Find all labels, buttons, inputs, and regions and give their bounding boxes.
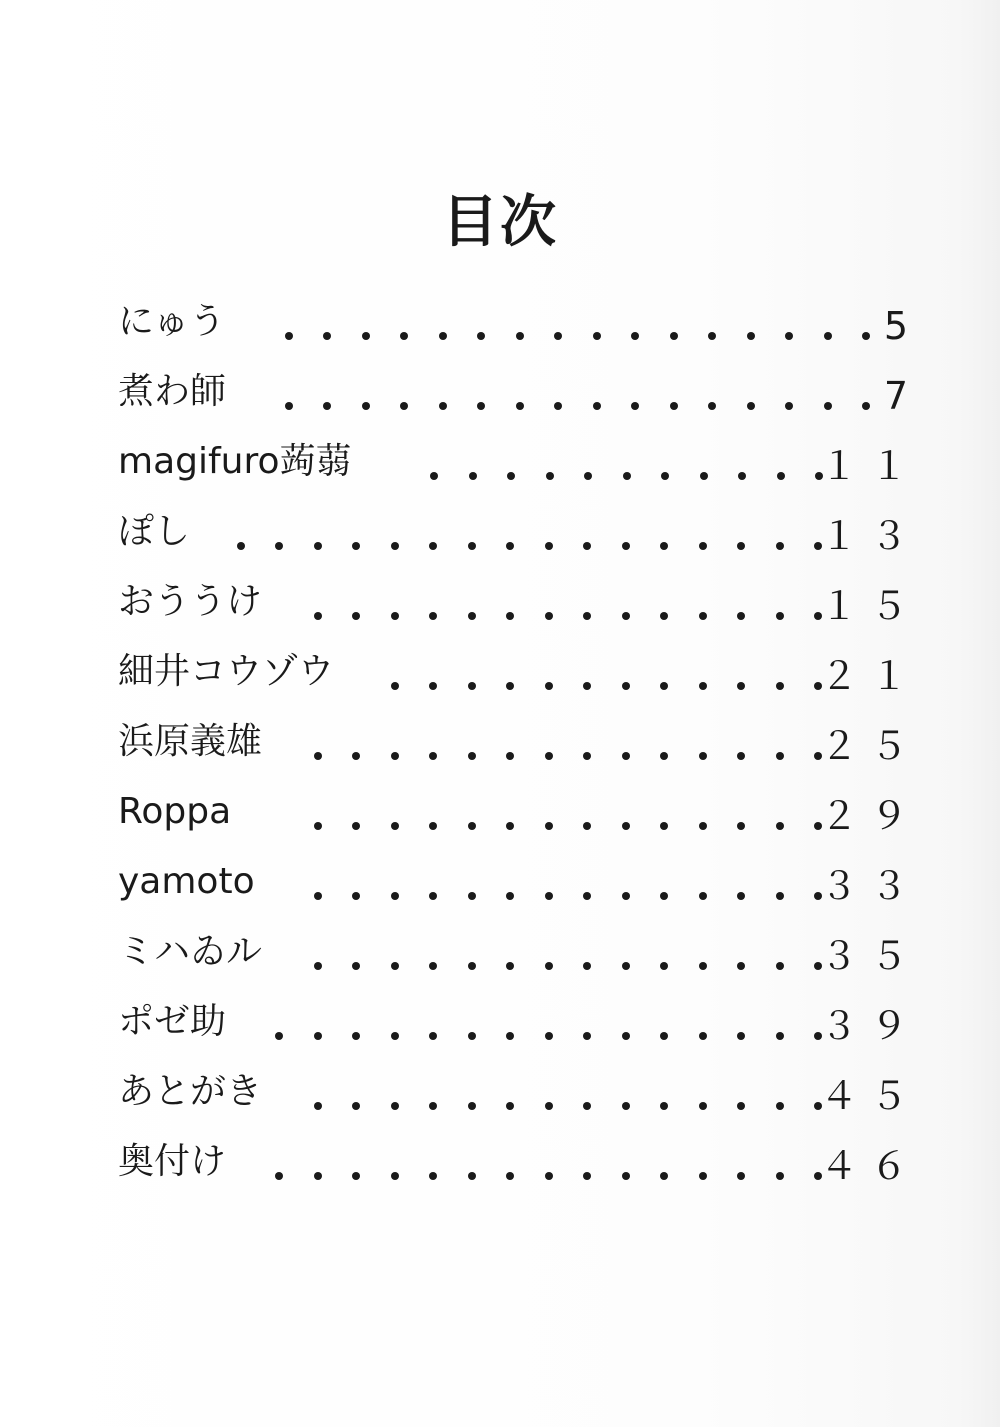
toc-entry-page: ３９ <box>819 1004 920 1048</box>
toc-entry-name: にゅう <box>118 301 226 342</box>
leader-dot <box>429 1172 437 1180</box>
dot-leader <box>268 402 870 410</box>
toc-entry <box>118 436 920 506</box>
page-title: 目次 <box>442 190 558 255</box>
leader-dot <box>824 402 832 410</box>
dot-leader <box>264 1032 822 1040</box>
leader-dot <box>738 472 746 480</box>
leader-dot <box>699 612 707 620</box>
leader-dot <box>737 542 745 550</box>
leader-dot <box>776 542 784 550</box>
leader-dot <box>391 542 399 550</box>
leader-dot <box>737 1032 745 1040</box>
leader-dot <box>583 892 591 900</box>
leader-dot <box>362 402 370 410</box>
toc-entry <box>118 646 920 716</box>
dot-leader <box>268 332 870 340</box>
leader-dot <box>545 1102 553 1110</box>
leader-dot <box>545 1032 553 1040</box>
toc-entry <box>118 1136 920 1206</box>
leader-dot <box>391 752 399 760</box>
leader-dot <box>506 822 514 830</box>
leader-dot <box>314 542 322 550</box>
leader-dot <box>699 892 707 900</box>
leader-dot <box>314 1172 322 1180</box>
leader-dot <box>583 612 591 620</box>
leader-dot <box>622 892 630 900</box>
toc-entry <box>118 926 920 996</box>
dot-leader <box>304 962 822 970</box>
leader-dot <box>468 542 476 550</box>
leader-dot <box>545 962 553 970</box>
leader-dot <box>391 892 399 900</box>
leader-dot <box>660 822 668 830</box>
leader-dot <box>737 612 745 620</box>
leader-dot <box>468 962 476 970</box>
leader-dot <box>275 1172 283 1180</box>
dot-leader <box>304 1102 822 1110</box>
toc-entry-page: ４５ <box>819 1074 920 1118</box>
leader-dot <box>584 472 592 480</box>
toc-entry-page: １３ <box>819 514 920 558</box>
leader-dot <box>785 332 793 340</box>
leader-dot <box>314 822 322 830</box>
leader-dot <box>352 962 360 970</box>
leader-dot <box>699 752 707 760</box>
leader-dot <box>661 472 669 480</box>
leader-dot <box>622 1172 630 1180</box>
leader-dot <box>862 402 870 410</box>
leader-dot <box>314 1032 322 1040</box>
toc-entry-name: 奥付け <box>118 1141 227 1182</box>
toc-entry-name: 浜原義雄 <box>118 721 263 762</box>
toc-entry <box>118 296 920 366</box>
leader-dot <box>708 402 716 410</box>
leader-dot <box>660 542 668 550</box>
leader-dot <box>708 332 716 340</box>
leader-dot <box>352 1102 360 1110</box>
dot-leader <box>310 612 822 620</box>
leader-dot <box>352 892 360 900</box>
leader-dot <box>776 1102 784 1110</box>
leader-dot <box>545 542 553 550</box>
leader-dot <box>468 612 476 620</box>
toc-entry-page: ２５ <box>819 724 920 768</box>
leader-dot <box>737 892 745 900</box>
leader-dot <box>400 332 408 340</box>
toc-entry-page: ３３ <box>819 864 920 908</box>
leader-dot <box>737 682 745 690</box>
leader-dot <box>323 332 331 340</box>
leader-dot <box>776 682 784 690</box>
leader-dot <box>700 472 708 480</box>
leader-dot <box>622 962 630 970</box>
leader-dot <box>546 472 554 480</box>
toc-entry-name: おううけ <box>118 581 263 622</box>
leader-dot <box>583 682 591 690</box>
leader-dot <box>660 1102 668 1110</box>
leader-dot <box>477 402 485 410</box>
leader-dot <box>275 542 283 550</box>
leader-dot <box>737 1102 745 1110</box>
leader-dot <box>545 682 553 690</box>
leader-dot <box>737 752 745 760</box>
leader-dot <box>516 332 524 340</box>
leader-dot <box>429 962 437 970</box>
leader-dot <box>776 1032 784 1040</box>
leader-dot <box>776 892 784 900</box>
dot-leader <box>308 752 822 760</box>
leader-dot <box>314 892 322 900</box>
leader-dot <box>660 962 668 970</box>
leader-dot <box>391 962 399 970</box>
leader-dot <box>554 402 562 410</box>
dot-leader <box>304 892 822 900</box>
leader-dot <box>545 612 553 620</box>
leader-dot <box>506 612 514 620</box>
toc-entry <box>118 1066 920 1136</box>
leader-dot <box>699 822 707 830</box>
leader-dot <box>468 1172 476 1180</box>
leader-dot <box>314 612 322 620</box>
leader-dot <box>285 332 293 340</box>
toc-entry <box>118 716 920 786</box>
toc-entry-page: ３５ <box>819 934 920 978</box>
leader-dot <box>429 1102 437 1110</box>
leader-dot <box>747 332 755 340</box>
leader-dot <box>516 402 524 410</box>
leader-dot <box>670 332 678 340</box>
leader-dot <box>545 752 553 760</box>
leader-dot <box>776 822 784 830</box>
leader-dot <box>352 1172 360 1180</box>
toc-entry-page: １１ <box>819 444 920 488</box>
leader-dot <box>776 962 784 970</box>
leader-dot <box>545 1172 553 1180</box>
leader-dot <box>583 822 591 830</box>
toc-entry-page: １５ <box>819 584 920 628</box>
leader-dot <box>468 752 476 760</box>
leader-dot <box>622 752 630 760</box>
leader-dot <box>314 962 322 970</box>
toc-entry <box>118 786 920 856</box>
leader-dot <box>622 682 630 690</box>
toc-entry-page: 5 <box>883 304 920 348</box>
leader-dot <box>699 1102 707 1110</box>
leader-dot <box>439 402 447 410</box>
leader-dot <box>314 752 322 760</box>
toc-entry-page: ４６ <box>819 1144 920 1188</box>
leader-dot <box>670 402 678 410</box>
leader-dot <box>660 1032 668 1040</box>
leader-dot <box>506 682 514 690</box>
leader-dot <box>622 612 630 620</box>
leader-dot <box>631 402 639 410</box>
leader-dot <box>777 472 785 480</box>
leader-dot <box>352 612 360 620</box>
leader-dot <box>506 1032 514 1040</box>
leader-dot <box>391 682 399 690</box>
leader-dot <box>391 612 399 620</box>
leader-dot <box>477 332 485 340</box>
leader-dot <box>699 682 707 690</box>
toc-entry <box>118 506 920 576</box>
leader-dot <box>583 542 591 550</box>
leader-dot <box>468 892 476 900</box>
toc-entry-page: ２９ <box>819 794 920 838</box>
leader-dot <box>391 1102 399 1110</box>
leader-dot <box>400 402 408 410</box>
leader-dot <box>469 472 477 480</box>
leader-dot <box>506 1172 514 1180</box>
dot-leader <box>428 472 823 480</box>
dot-leader <box>222 542 822 550</box>
leader-dot <box>660 892 668 900</box>
leader-dot <box>660 682 668 690</box>
leader-dot <box>622 1032 630 1040</box>
toc-entry-name: ミハゐル <box>118 931 263 972</box>
leader-dot <box>785 402 793 410</box>
leader-dot <box>506 752 514 760</box>
leader-dot <box>622 1102 630 1110</box>
leader-dot <box>660 752 668 760</box>
leader-dot <box>468 682 476 690</box>
leader-dot <box>545 822 553 830</box>
dot-leader <box>262 1172 822 1180</box>
leader-dot <box>391 822 399 830</box>
leader-dot <box>631 332 639 340</box>
leader-dot <box>429 822 437 830</box>
leader-dot <box>737 962 745 970</box>
leader-dot <box>468 1102 476 1110</box>
leader-dot <box>506 962 514 970</box>
leader-dot <box>737 1172 745 1180</box>
leader-dot <box>660 1172 668 1180</box>
leader-dot <box>237 542 245 550</box>
leader-dot <box>429 892 437 900</box>
leader-dot <box>583 1032 591 1040</box>
toc-entry-name: ポゼ助 <box>118 1001 227 1042</box>
toc-entry-page: 7 <box>883 374 920 418</box>
leader-dot <box>554 332 562 340</box>
leader-dot <box>776 612 784 620</box>
leader-dot <box>583 962 591 970</box>
leader-dot <box>545 892 553 900</box>
leader-dot <box>593 332 601 340</box>
leader-dot <box>468 822 476 830</box>
table-of-contents <box>118 296 920 1206</box>
leader-dot <box>429 542 437 550</box>
leader-dot <box>583 1172 591 1180</box>
leader-dot <box>699 1172 707 1180</box>
leader-dot <box>506 892 514 900</box>
toc-entry <box>118 856 920 926</box>
toc-entry <box>118 366 920 436</box>
dot-leader <box>388 682 822 690</box>
leader-dot <box>323 402 331 410</box>
leader-dot <box>622 822 630 830</box>
leader-dot <box>583 752 591 760</box>
leader-dot <box>362 332 370 340</box>
leader-dot <box>622 542 630 550</box>
leader-dot <box>699 1032 707 1040</box>
leader-dot <box>660 612 668 620</box>
leader-dot <box>275 1032 283 1040</box>
toc-entry-name: 煮わ師 <box>118 371 227 412</box>
leader-dot <box>285 402 293 410</box>
leader-dot <box>699 962 707 970</box>
leader-dot <box>623 472 631 480</box>
leader-dot <box>352 822 360 830</box>
leader-dot <box>352 752 360 760</box>
leader-dot <box>506 1102 514 1110</box>
leader-dot <box>429 752 437 760</box>
toc-entry <box>118 576 920 646</box>
leader-dot <box>468 1032 476 1040</box>
toc-entry <box>118 996 920 1066</box>
leader-dot <box>429 612 437 620</box>
leader-dot <box>429 1032 437 1040</box>
leader-dot <box>352 1032 360 1040</box>
leader-dot <box>776 1172 784 1180</box>
leader-dot <box>737 822 745 830</box>
leader-dot <box>506 542 514 550</box>
toc-entry-name: yamoto <box>118 861 255 902</box>
leader-dot <box>583 1102 591 1110</box>
toc-entry-name: magifuro蒟蒻 <box>118 441 352 482</box>
leader-dot <box>429 682 437 690</box>
toc-entry-name: ぽし <box>118 511 191 552</box>
leader-dot <box>352 542 360 550</box>
leader-dot <box>824 332 832 340</box>
leader-dot <box>593 402 601 410</box>
toc-entry-page: ２１ <box>819 654 920 698</box>
dot-leader <box>304 822 822 830</box>
toc-entry-name: 細井コウゾウ <box>118 651 335 692</box>
toc-entry-name: あとがき <box>118 1071 263 1112</box>
leader-dot <box>391 1032 399 1040</box>
leader-dot <box>314 1102 322 1110</box>
leader-dot <box>439 332 447 340</box>
toc-entry-name: Roppa <box>118 791 232 832</box>
leader-dot <box>391 1172 399 1180</box>
leader-dot <box>430 472 438 480</box>
leader-dot <box>747 402 755 410</box>
leader-dot <box>699 542 707 550</box>
leader-dot <box>507 472 515 480</box>
leader-dot <box>776 752 784 760</box>
leader-dot <box>862 332 870 340</box>
